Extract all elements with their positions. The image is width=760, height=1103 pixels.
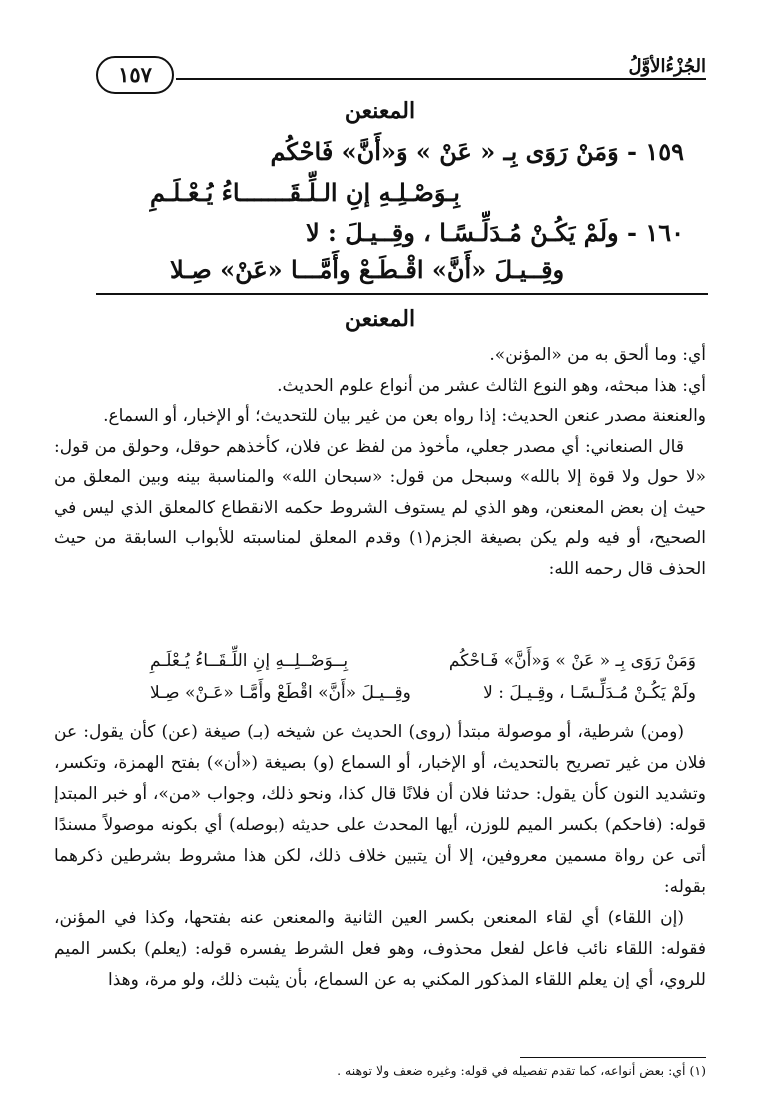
page-header	[96, 50, 706, 94]
footnote: (١) أي: بعض أنواعه، كما تقدم تفصيله في قوله: وغيره ضعف ولا توهنه .	[337, 1063, 706, 1078]
poem-second-hemistich: بِــوَصْــلِــهِ إنِ اللِّـقَــاءُ يُـعْلَـمِ	[150, 651, 349, 671]
commentary-paragraph: (ومن) شرطية، أو موصولة مبتدأ (روى) الحديث عن شيخه (بـ) صيغة (عن) كأن يقول: عن فلان من غير تصريح بالتحديث، أو الإخبار، أو السماع (و) بصيغة («أن») بفتح الهمزة، وتكسر، وتشديد النون كأن يقول: حدثنا فلان أن فلانًا قال كذا، ونحو ذلك، وجواب «من»، أو خبر المبتدإ قوله: (فاحكم) بكسر الميم للوزن، أيها المحدث على حديثه (بوصله) أي بكونه موصولاً مسندًا أتى عن رواة مسمين معروفين، إلا أن يتبين خلاف ذلك، لكن هذا مشروط بشرطين ذكرهما بقوله:	[54, 722, 706, 897]
header-rule	[176, 78, 706, 80]
running-head: الجُزْءُالأوَّلُ	[616, 56, 706, 77]
commentary-body-continued	[54, 717, 706, 996]
quoted-poem	[150, 651, 696, 715]
poem-first-hemistich: وَمَنْ رَوَى بِـ « عَنْ » وَ«أَنَّ» فَـاحْكُم	[448, 651, 696, 671]
poem-row	[150, 651, 696, 681]
verse-line: وقِــيـلَ «أَنَّ» اقْـطَـعْ وأَمَّـــا «عَنْ» صِـلا	[170, 255, 565, 284]
verse-title: المعنعن	[344, 98, 416, 124]
commentary-paragraph: أي: وما ألحق به من «المؤنن».	[489, 345, 706, 365]
commentary-body	[54, 340, 706, 584]
poem-second-hemistich: وقِــيـلَ «أَنَّ» اقْطَعْ وأَمَّـا «عَـنْ» صِـلا	[150, 683, 411, 703]
verse-line: ١٥٩ - وَمَنْ رَوَى بِـ « عَنْ » وَ«أَنَّ» فَاحْكُم	[270, 137, 684, 166]
commentary-paragraph: (إن اللقاء) أي لقاء المعنعن بكسر العين الثانية والمعنعن عنه بفتحها، وكذا في المؤنن، فقوله: اللقاء نائب فاعل لفعل محذوف، وهو فعل الشرط يفسره قوله: (يعلم) بكسر الميم للروي، أي إن يعلم اللقاء المذكور المكني به عن السماع، بأن يثبت ذلك، ولو مرة، وهذا	[54, 908, 706, 990]
commentary-paragraph: قال الصنعاني: أي مصدر جعلي، مأخوذ من لفظ عن فلان، كأخذهم حوقل، وحولق من قول: «لا حول ولا قوة إلا بالله» وسبحل من قول: «سبحان الله» والمناسبة بينه وبين المعلق من حيث إن بعض المعنعن، وهو الذي لم يستوف الشروط حكمه الانقطاع كالمعلق الذي ليس في الصحيح، أو فيه ولم يكن بصيغة الجزم(١) وقدم المعلق لمناسبته للأبواب السابقة من حيث الحذف قال رحمه الله:	[54, 436, 706, 579]
poem-first-hemistich: ولَمْ يَكُـنْ مُـدَلِّـسًـا ، وقِـيـلَ : لا	[483, 683, 696, 703]
commentary-heading: المعنعن	[344, 306, 416, 332]
page-number: ١٥٧	[96, 56, 174, 94]
poem-row	[150, 683, 696, 713]
section-divider	[96, 293, 708, 295]
verse-line: بِـوَصْـلِـهِ إنِ الـلِّـقَـــــــاءُ يُـعْـلَـمِ	[150, 178, 460, 207]
commentary-paragraph: والعنعنة مصدر عنعن الحديث: إذا رواه بعن من غير بيان للتحديث؛ أو الإخبار، أو السماع.	[103, 406, 706, 426]
verse-line: ١٦٠ - ولَمْ يَكُـنْ مُـدَلِّـسًـا ، وقِــيـلَ : لا	[305, 218, 684, 247]
commentary-paragraph: أي: هذا مبحثه، وهو النوع الثالث عشر من أنواع علوم الحديث.	[277, 375, 706, 396]
footnote-rule	[520, 1057, 706, 1058]
